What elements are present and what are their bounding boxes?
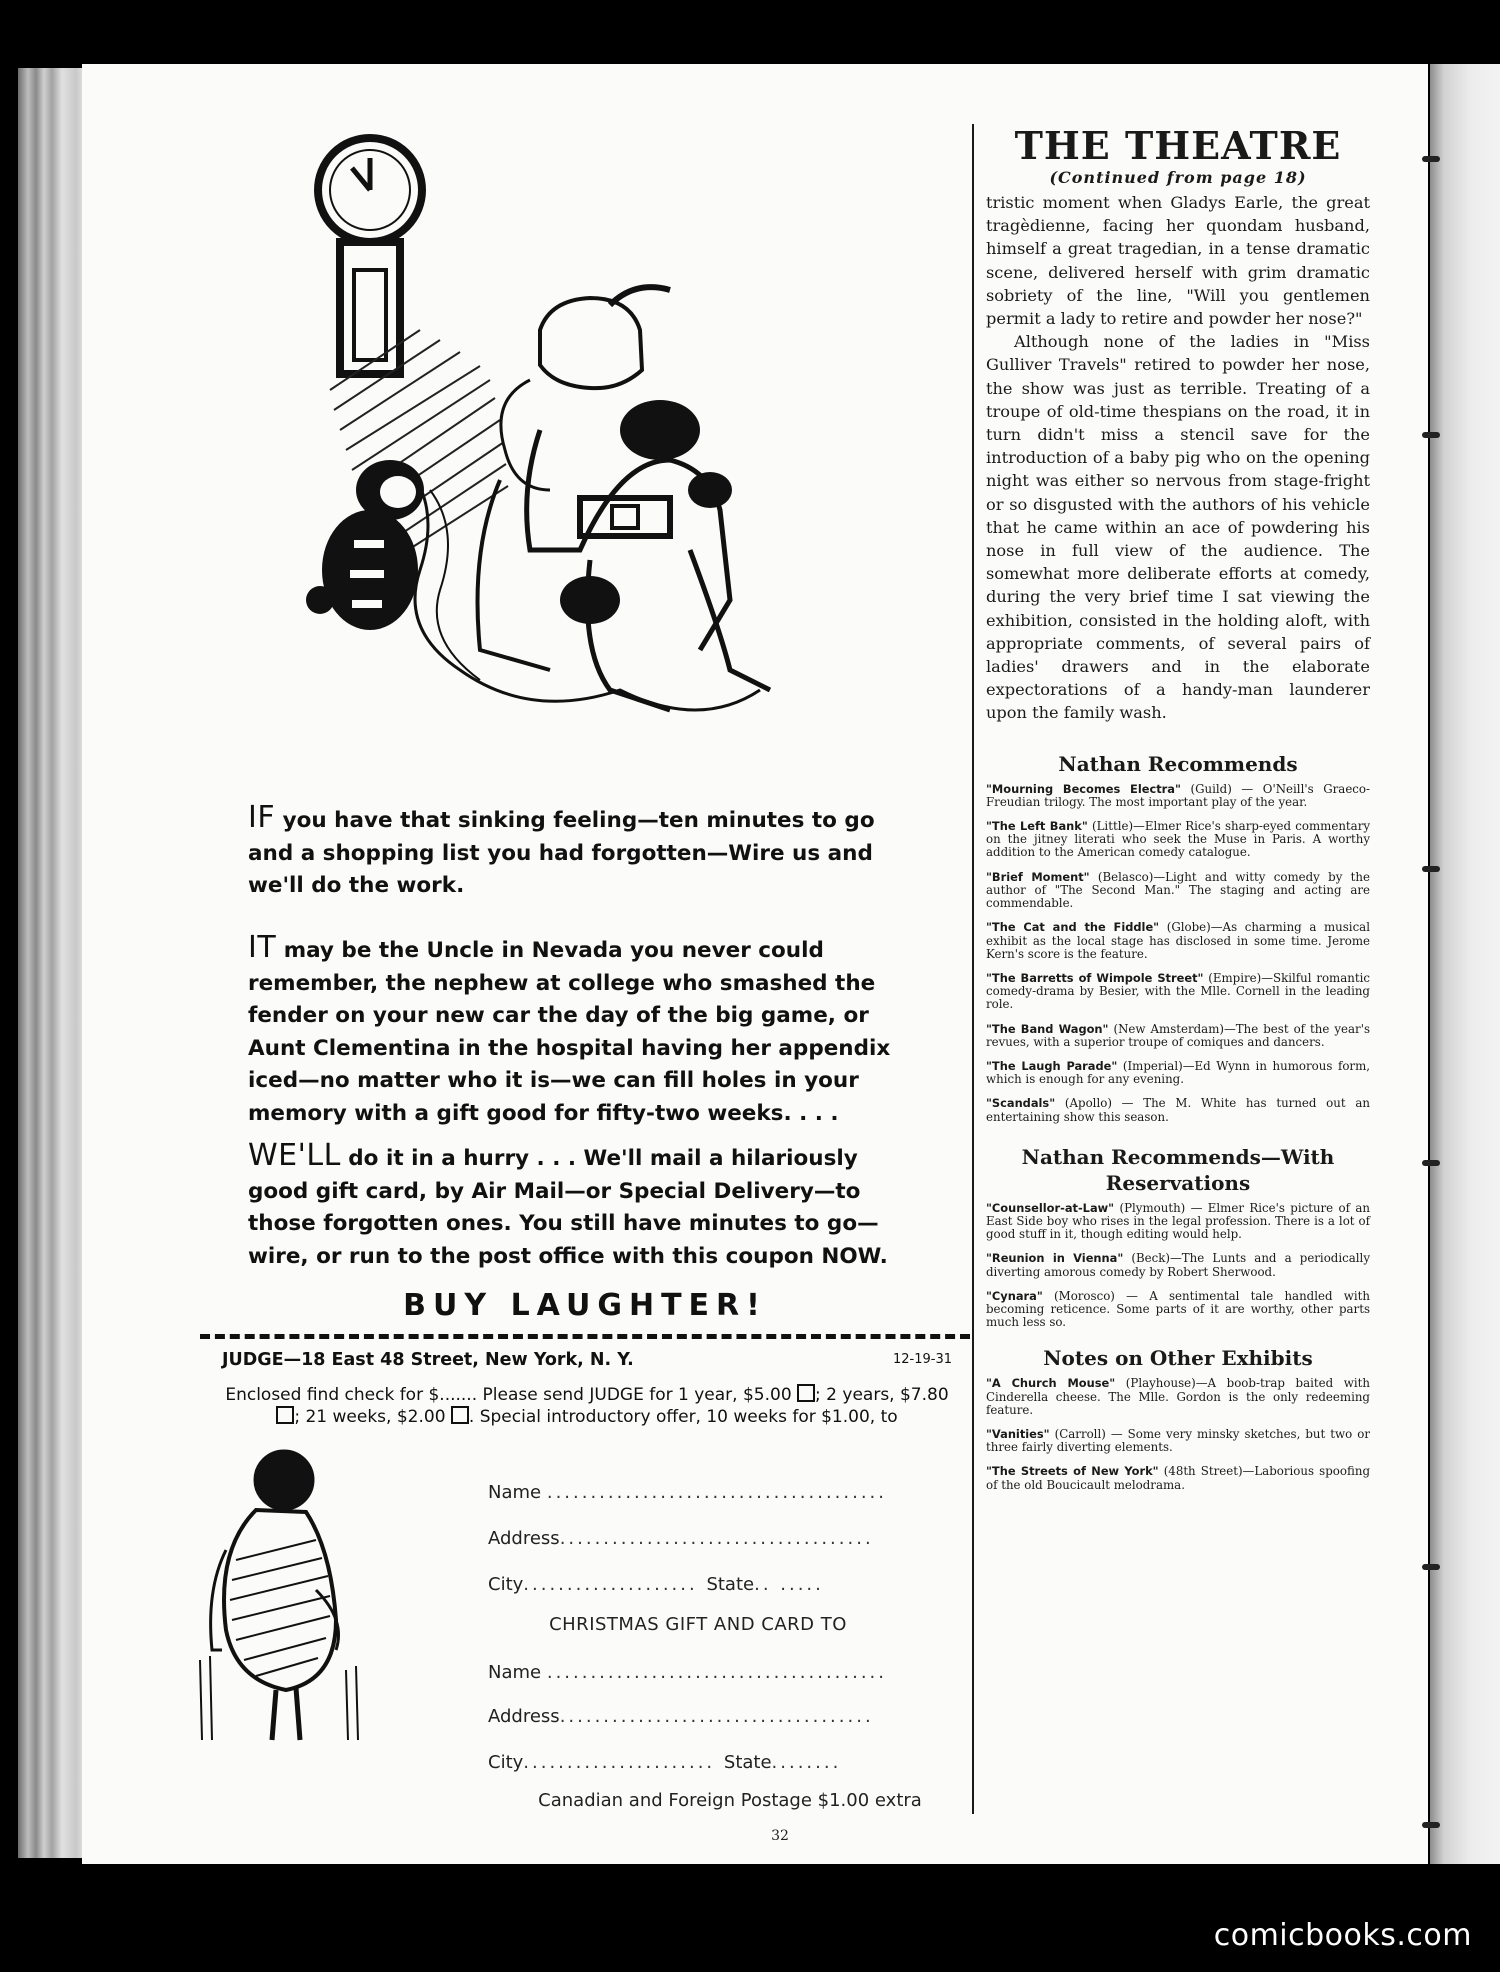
coupon-intro-text: Enclosed find check for $....... Please send JUDGE for 1 year, $5.00 <box>225 1385 792 1405</box>
show-title: "Counsellor-at-Law" <box>986 1200 1115 1215</box>
subscriber-address-field[interactable]: Address.................................... <box>488 1528 874 1549</box>
show-summary: (Carroll) — Some very minsky sketches, but two or three fairly diverting elements. <box>986 1426 1370 1455</box>
review-entry <box>986 1465 1370 1491</box>
field-label: Name <box>488 1662 542 1683</box>
field-label: Address <box>488 1706 560 1727</box>
show-title: "The Cat and the Fiddle" <box>986 920 1160 935</box>
ad-paragraph-2 <box>248 932 908 1130</box>
show-summary: (Belasco)—Light and witty comedy by the author of "The Second Man." The staging and acting are commendable. <box>986 869 1371 911</box>
show-title: "The Left Bank" <box>986 819 1088 834</box>
show-summary: (Imperial)—Ed Wynn in humorous form, which is enough for any evening. <box>986 1058 1371 1087</box>
coupon-intro <box>222 1384 952 1428</box>
review-entry <box>986 1290 1370 1330</box>
show-summary: (Morosco) — A sentimental tale handled with becoming reticence. Some parts of it are worthy, other parts much less so. <box>986 1288 1370 1330</box>
binding-staples <box>1422 64 1442 1864</box>
show-title: "Scandals" <box>986 1096 1056 1111</box>
field-label: City <box>488 1752 524 1773</box>
show-summary: (Globe)—As charming a musical exhibit as the local stage has disclosed in some time. Jerome Kern's score is the feature. <box>986 920 1370 961</box>
column-divider <box>972 124 974 1814</box>
checkbox-2-years[interactable] <box>276 1406 294 1424</box>
ad-paragraph-3 <box>248 1140 908 1273</box>
review-entry <box>986 1060 1370 1086</box>
continued-note: (Continued from page 18) <box>1049 168 1307 187</box>
show-title: "Vanities" <box>986 1426 1050 1441</box>
coupon-intro-text: ; 21 weeks, $2.00 <box>294 1407 446 1427</box>
coupon-intro-text: . Special introductory offer, 10 weeks for $1.00, to <box>468 1407 898 1427</box>
show-summary: (48th Street)—Laborious spoofing of the old Boucicault melodrama. <box>986 1464 1370 1492</box>
subscriber-name-field[interactable]: Name ....................................... <box>488 1482 887 1503</box>
ad-paragraph-1 <box>248 802 908 903</box>
show-summary: (Guild) — O'Neill's Graeco-Freudian trilogy. The most important play of the year. <box>986 781 1370 809</box>
watermark: comicbooks.com <box>1213 1918 1472 1953</box>
coupon-cut-line <box>200 1334 970 1339</box>
ad-text: may be the Uncle in Nevada you never could remember, the nephew at college who smashed the fender on your new car the day of the big game, or Aunt Clementina in the hospital having her appendix iced—no matter who it is—we can fill holes in your memory with a gift good for fifty-two weeks. . . . <box>248 938 891 1126</box>
boy-illustration <box>196 1440 366 1750</box>
book-page-edges <box>18 68 88 1858</box>
other-exhibits-heading: Notes on Other Exhibits <box>1043 1346 1313 1371</box>
postage-note: Canadian and Foreign Postage $1.00 extra <box>538 1790 922 1811</box>
review-entry <box>986 783 1370 809</box>
ad-headline: BUY LAUGHTER! <box>403 1288 767 1323</box>
coupon-date: 12-19-31 <box>892 1352 952 1367</box>
review-paragraph: tristic moment when Gladys Earle, the great tragèdienne, facing her quondam husband, himself a great tragedian, in a tense dramatic scene, delivered herself with grim dramatic sobriety of the line, "Will you gentlemen permit a lady to retire and powder her nose?" <box>986 193 1370 329</box>
ad-lead-word: IF <box>248 800 276 835</box>
show-title: "The Laugh Parade" <box>986 1058 1118 1073</box>
review-entry <box>986 1252 1370 1278</box>
recommends-heading: Nathan Recommends <box>1058 751 1298 776</box>
show-summary: (Beck)—The Lunts and a periodically diverting amorous comedy by Robert Sherwood. <box>986 1251 1370 1279</box>
show-title: "The Barretts of Wimpole Street" <box>986 970 1204 985</box>
review-entry <box>986 1377 1370 1417</box>
subscriber-city-state-field[interactable]: City.................... State.. ..... <box>488 1574 824 1595</box>
show-summary: (Empire)—Skilful romantic comedy-drama by Besier, with the Mlle. Cornell in the leading role. <box>986 970 1370 1012</box>
review-entry <box>986 1023 1370 1049</box>
ad-lead-word: WE'LL <box>248 1138 341 1173</box>
show-title: "The Streets of New York" <box>986 1464 1159 1479</box>
reservations-list <box>986 1202 1370 1330</box>
review-entry <box>986 921 1370 961</box>
gift-city-state-field[interactable]: City...................... State........ <box>488 1752 842 1773</box>
field-label: State <box>723 1752 772 1773</box>
santa-clock-illustration <box>290 130 870 780</box>
theatre-column <box>986 124 1370 1503</box>
review-entry <box>986 972 1370 1012</box>
ad-text: you have that sinking feeling—ten minutes to go and a shopping list you had forgotten—Wire us and we'll do the work. <box>248 808 875 898</box>
review-paragraph: Although none of the ladies in "Miss Gulliver Travels" retired to powder her nose, the show was just as terrible. Treating of a troupe of old-time thespians on the road, it in turn didn't miss a stencil save for the introduction of a baby pig who on the opening night was either so nervous from stage-fright or so disgusted with the authors of his vehicle that he came within an ace of powdering his nose in full view of the audience. The somewhat more deliberate efforts at comedy, during the very brief time I sat viewing the exhibition, consisted in the holding aloft, with appropriate comments, of several pairs of ladies' drawers and in the elaborate expectorations of a handy-man launderer upon the family wash. <box>986 332 1370 723</box>
review-entry <box>986 1202 1370 1242</box>
show-title: "Mourning Becomes Electra" <box>986 781 1181 796</box>
review-entry <box>986 1097 1370 1123</box>
other-exhibits-list <box>986 1377 1370 1491</box>
show-summary: (Playhouse)—A boob-trap baited with Cinderella cheese. The Mlle. Gordon is the only redeeming feature. <box>986 1376 1370 1417</box>
review-entry <box>986 820 1370 860</box>
checkbox-21-weeks[interactable] <box>451 1406 469 1424</box>
show-summary: (Plymouth) — Elmer Rice's picture of an East Side boy who rises in the legal profession. There is a lot of good stuff in it, though editing would help. <box>986 1200 1370 1242</box>
theatre-title: THE THEATRE <box>1014 123 1342 168</box>
field-label: Address <box>488 1528 560 1549</box>
ad-text: do it in a hurry . . . We'll mail a hilariously good gift card, by Air Mail—or Special Delivery—to those forgotten ones. You still have minutes to go—wire, or run to the post office with this coupon NOW. <box>248 1146 888 1269</box>
gift-name-field[interactable]: Name ....................................... <box>488 1662 887 1683</box>
gift-address-field[interactable]: Address.................................... <box>488 1706 874 1727</box>
checkbox-1-year[interactable] <box>797 1384 815 1402</box>
field-label: Name <box>488 1482 542 1503</box>
field-label: City <box>488 1574 524 1595</box>
reservations-heading: Nathan Recommends—With Reservations <box>1021 1144 1335 1195</box>
page-number: 32 <box>771 1828 789 1844</box>
coupon-header <box>222 1350 952 1370</box>
show-title: "A Church Mouse" <box>986 1376 1116 1391</box>
coupon-intro-text: ; 2 years, $7.80 <box>815 1385 949 1405</box>
ad-lead-word: IT <box>248 930 277 965</box>
review-entry <box>986 1428 1370 1454</box>
review-entry <box>986 871 1370 911</box>
show-title: "Reunion in Vienna" <box>986 1251 1124 1266</box>
theatre-review <box>986 191 1370 725</box>
recommends-list <box>986 783 1370 1124</box>
show-summary: (Little)—Elmer Rice's sharp-eyed commentary on the jitney literati who seek the Muse in Paris. A worthy addition to the American comedy catalogue. <box>986 819 1371 860</box>
show-title: "Brief Moment" <box>986 869 1090 884</box>
gift-recipient-heading: CHRISTMAS GIFT AND CARD TO <box>549 1614 847 1635</box>
field-label: State <box>706 1574 755 1595</box>
coupon-address: JUDGE—18 East 48 Street, New York, N. Y. <box>222 1350 634 1370</box>
show-title: "The Band Wagon" <box>986 1021 1109 1036</box>
show-summary: (Apollo) — The M. White has turned out an entertaining show this season. <box>986 1096 1370 1124</box>
show-summary: (New Amsterdam)—The best of the year's revues, with a superior troupe of comiques and dancers. <box>986 1021 1370 1049</box>
show-title: "Cynara" <box>986 1288 1043 1303</box>
